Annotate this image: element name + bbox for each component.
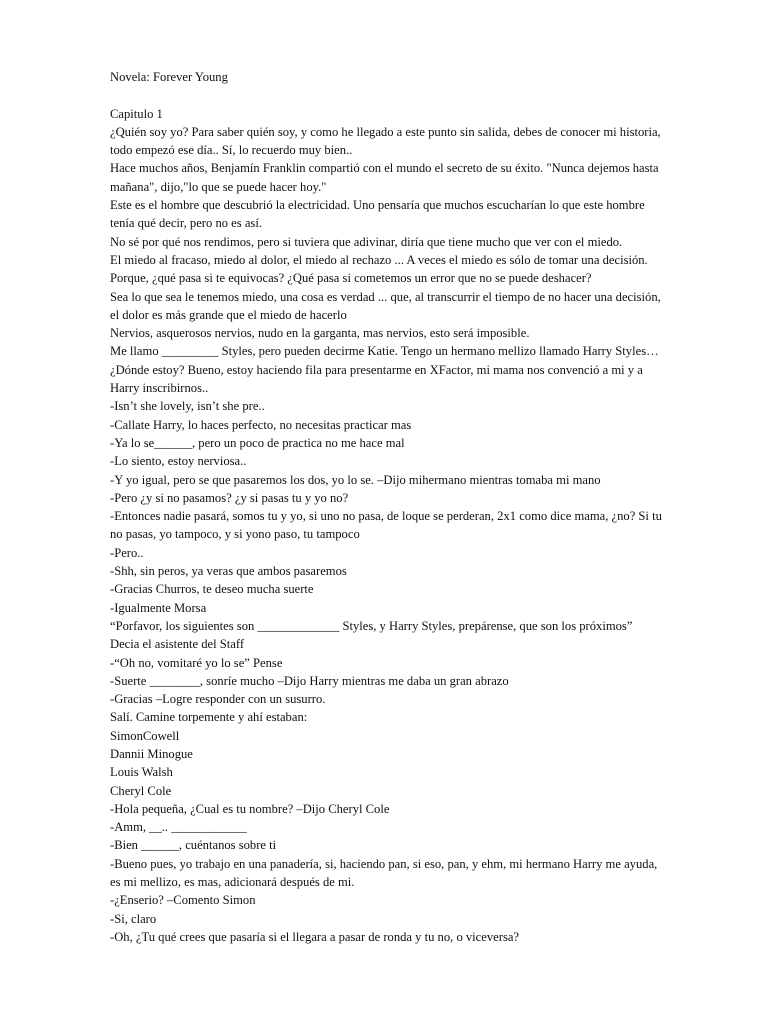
paragraph: -Shh, sin peros, ya veras que ambos pasaremos <box>110 564 347 579</box>
paragraph: -Callate Harry, lo haces perfecto, no necesitas practicar mas <box>110 417 412 432</box>
paragraph: Sea lo que sea le tenemos miedo, una cosa es verdad ... que, al transcurrir el tiempo de no hacer una decisión, el dolor es más grande que el miedo de hacerlo <box>110 289 661 322</box>
paragraph: Nervios, asquerosos nervios, nudo en la garganta, mas nervios, esto será imposible. <box>110 326 530 341</box>
paragraph: -Bien ______, cuéntanos sobre ti <box>110 838 277 853</box>
paragraph: ¿Quién soy yo? Para saber quién soy, y como he llegado a este punto sin salida, debes de conocer mi historia, todo empezó ese día.. Sí, lo recuerdo muy bien.. <box>110 124 661 158</box>
paragraph: -Isn’t she lovely, isn’t she pre.. <box>110 399 265 414</box>
paragraph: Dannii Minogue <box>110 746 193 761</box>
paragraph: -Lo siento, estoy nerviosa.. <box>110 454 247 469</box>
paragraph: -“Oh no, vomitaré yo lo se” Pense <box>110 655 283 670</box>
paragraph: Salí. Camine torpemente y ahí estaban: <box>110 710 308 725</box>
paragraph: “Porfavor, los siguientes son _____________ Styles, y Harry Styles, prepárense, que son los próximos” <box>110 618 633 633</box>
paragraph: Cheryl Cole <box>110 783 172 798</box>
paragraph: ¿Dónde estoy? Bueno, estoy haciendo fila para presentarme en XFactor, mi mama nos convenció a mi y a Harry inscribirnos.. <box>110 362 643 396</box>
paragraph: Este es el hombre que descubrió la electricidad. Uno pensaría que muchos escucharían lo que este hombre tenía qué decir, pero no es así. <box>110 198 645 231</box>
paragraph: -Ya lo se______, pero un poco de practica no me hace mal <box>110 435 405 450</box>
paragraph: El miedo al fracaso, miedo al dolor, el miedo al rechazo ... A veces el miedo es sólo de tomar una decisión. Porque, ¿qué pasa si te equivocas? ¿Qué pasa si cometemos un error que no se puede deshacer? <box>110 252 648 286</box>
paragraph: -Si, claro <box>110 911 157 926</box>
paragraph: -Suerte ________, sonríe mucho –Dijo Harry mientras me daba un gran abrazo <box>110 673 509 688</box>
paragraph: -Gracias –Logre responder con un susurro. <box>110 692 326 707</box>
paragraph: -Entonces nadie pasará, somos tu y yo, si uno no pasa, de loque se perderan, 2x1 como dice mama, ¿no? Si tu no pasas, yo tampoco, y si yono paso, tu tampoco <box>110 509 662 542</box>
document-body <box>110 105 664 947</box>
paragraph: -Bueno pues, yo trabajo en una panadería, si, haciendo pan, si eso, pan, y ehm, mi hermano Harry me ayuda, es mi mellizo, es mas, adicionará después de mi. <box>110 856 658 890</box>
paragraph: -Y yo igual, pero se que pasaremos los dos, yo lo se. –Dijo mihermano mientras tomaba mi mano <box>110 472 601 487</box>
paragraph: -Hola pequeña, ¿Cual es tu nombre? –Dijo Cheryl Cole <box>110 801 390 816</box>
paragraph: Hace muchos años, Benjamín Franklin compartió con el mundo el secreto de su éxito. "Nunca dejemos hasta mañana", dijo,"lo que se puede hacer hoy." <box>110 161 659 194</box>
paragraph: SimonCowell <box>110 728 180 743</box>
paragraph: -Amm, __.. ____________ <box>110 820 247 835</box>
paragraph: No sé por qué nos rendimos, pero si tuviera que adivinar, diría que tiene mucho que ver con el miedo. <box>110 234 623 249</box>
paragraph: -Pero.. <box>110 545 144 560</box>
paragraph: Me llamo _________ Styles, pero pueden decirme Katie. Tengo un hermano mellizo llamado Harry Styles… <box>110 344 659 359</box>
paragraph: -Gracias Churros, te deseo mucha suerte <box>110 582 314 597</box>
paragraph: -Pero ¿y si no pasamos? ¿y si pasas tu y yo no? <box>110 490 349 505</box>
paragraph: Decia el asistente del Staff <box>110 637 245 652</box>
blank-line <box>110 86 664 104</box>
paragraph: -Oh, ¿Tu qué crees que pasaría si el llegara a pasar de ronda y tu no, o viceversa? <box>110 929 520 944</box>
paragraph: -Igualmente Morsa <box>110 600 207 615</box>
paragraph: -¿Enserio? –Comento Simon <box>110 893 256 908</box>
document-title: Novela: Forever Young <box>110 70 228 84</box>
chapter-heading: Capitulo 1 <box>110 106 163 121</box>
paragraph: Louis Walsh <box>110 765 173 780</box>
